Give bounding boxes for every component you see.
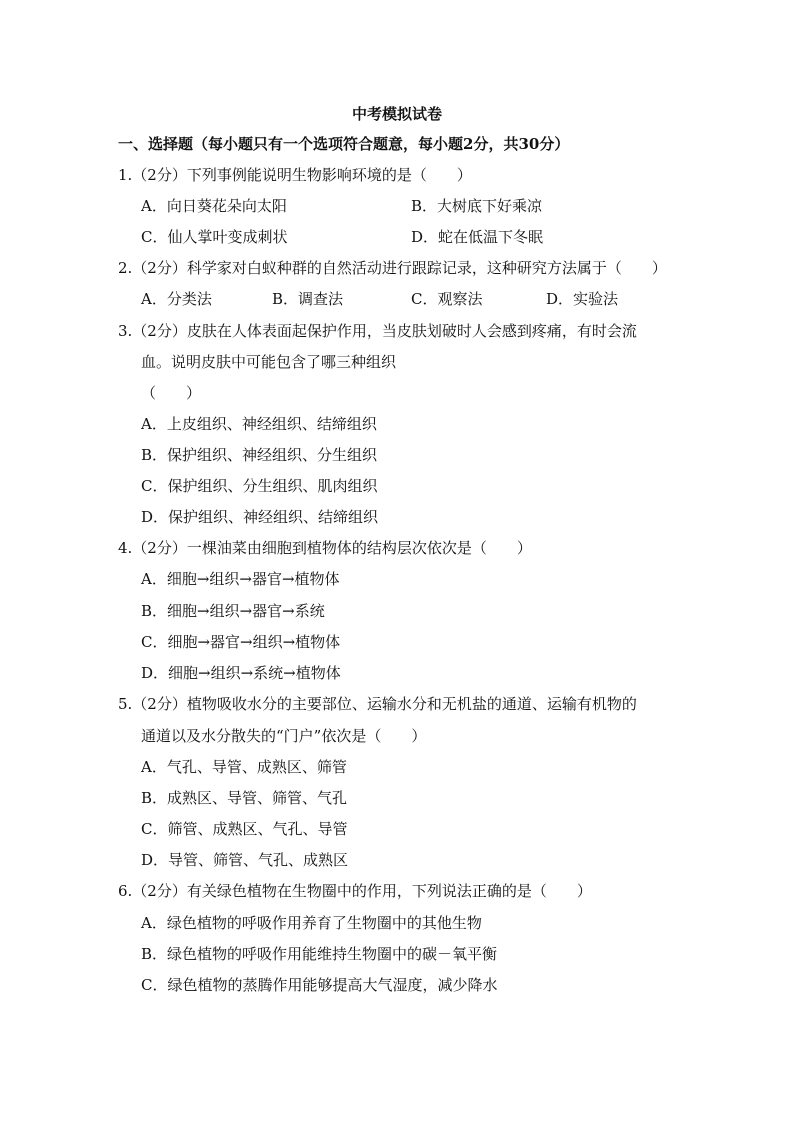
question-1-option-d: D．蛇在低温下冬眠 xyxy=(411,228,544,246)
question-4-option-a: A．细胞→组织→器官→植物体 xyxy=(141,570,340,588)
question-1-option-b: B．大树底下好乘凉 xyxy=(411,197,543,215)
question-3-answer-bracket: （ ） xyxy=(141,384,202,402)
question-5-stem: 5.（2分）植物吸收水分的主要部位、运输水分和无机盐的通道、运输有机物的 xyxy=(118,695,637,713)
question-2-option-b: B．调查法 xyxy=(272,290,344,308)
question-1-option-c: C．仙人掌叶变成刺状 xyxy=(141,228,288,246)
question-4-stem: 4.（2分）一棵油菜由细胞到植物体的结构层次依次是（ ） xyxy=(118,539,532,557)
question-6-option-b: B．绿色植物的呼吸作用能维持生物圈中的碳－氧平衡 xyxy=(141,945,498,963)
question-6-option-c: C．绿色植物的蒸腾作用能够提高大气湿度，减少降水 xyxy=(141,976,498,994)
question-2-option-a: A．分类法 xyxy=(141,290,212,308)
section-heading: 一、选择题（每小题只有一个选项符合题意，每小题2分，共30分） xyxy=(118,135,570,153)
question-3-option-d: D．保护组织、神经组织、结缔组织 xyxy=(141,508,379,526)
question-4-option-c: C．细胞→器官→组织→植物体 xyxy=(141,633,341,651)
question-3-option-b: B．保护组织、神经组织、分生组织 xyxy=(141,446,378,464)
question-4-option-d: D．细胞→组织→系统→植物体 xyxy=(141,664,341,682)
question-3-option-c: C．保护组织、分生组织、肌肉组织 xyxy=(141,477,378,495)
question-5-stem-continued: 通道以及水分散失的“门户”依次是（ ） xyxy=(141,727,427,745)
question-1-option-a: A．向日葵花朵向太阳 xyxy=(141,197,287,215)
question-3-option-a: A．上皮组织、神经组织、结缔组织 xyxy=(141,415,377,433)
question-5-option-c: C．筛管、成熟区、气孔、导管 xyxy=(141,820,348,838)
question-1-stem: 1.（2分）下列事例能说明生物影响环境的是（ ） xyxy=(118,166,472,184)
page-title: 中考模拟试卷 xyxy=(351,105,442,123)
question-6-stem: 6.（2分）有关绿色植物在生物圈中的作用，下列说法正确的是（ ） xyxy=(118,882,592,900)
question-2-option-d: D．实验法 xyxy=(546,290,619,308)
question-2-option-c: C．观察法 xyxy=(411,290,483,308)
question-4-option-b: B．细胞→组织→器官→系统 xyxy=(141,602,325,620)
question-2-stem: 2.（2分）科学家对白蚁种群的自然活动进行跟踪记录，这种研究方法属于（ ） xyxy=(118,259,667,277)
question-5-option-b: B．成熟区、导管、筛管、气孔 xyxy=(141,789,348,807)
question-5-option-a: A．气孔、导管、成熟区、筛管 xyxy=(141,758,347,776)
question-6-option-a: A．绿色植物的呼吸作用养育了生物圈中的其他生物 xyxy=(141,914,482,932)
question-5-option-d: D．导管、筛管、气孔、成熟区 xyxy=(141,851,349,869)
question-3-stem-continued: 血。说明皮肤中可能包含了哪三种组织 xyxy=(141,353,397,371)
question-3-stem: 3.（2分）皮肤在人体表面起保护作用，当皮肤划破时人会感到疼痛，有时会流 xyxy=(118,322,637,340)
